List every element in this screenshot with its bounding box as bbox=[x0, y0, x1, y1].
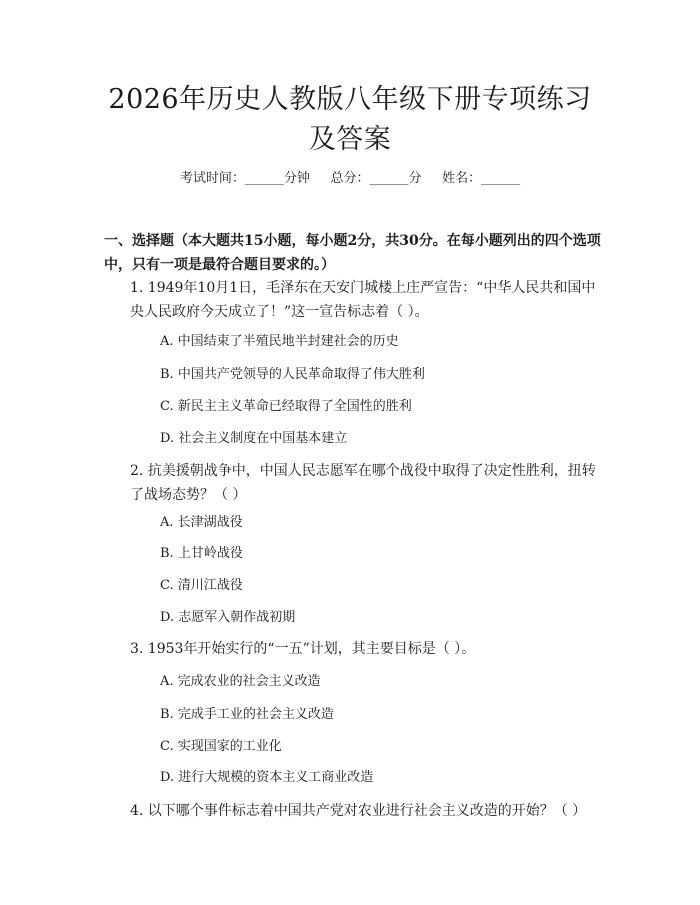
option-c: C. 新民主主义革命已经取得了全国性的胜利 bbox=[160, 399, 412, 414]
question-1 bbox=[104, 276, 598, 324]
option-b: B. 完成手工业的社会主义改造 bbox=[160, 707, 334, 722]
option-c: C. 实现国家的工业化 bbox=[160, 739, 282, 754]
exam-info-line: 考试时间：______分钟 总分：______分 姓名：______ bbox=[179, 171, 521, 186]
option-d: D. 社会主义制度在中国基本建立 bbox=[160, 431, 348, 446]
option-d: D. 志愿军入朝作战初期 bbox=[160, 610, 296, 625]
question-3 bbox=[104, 637, 598, 661]
option-d: D. 进行大规模的资本主义工商业改造 bbox=[160, 770, 374, 785]
question-text: 4. 以下哪个事件标志着中国共产党对农业进行社会主义改造的开始？（ ） bbox=[130, 803, 587, 819]
section-heading: 一、选择题（本大题共15小题，每小题2分，共30分。在每小题列出的四个选项中，只有一项是最符合题目要求的。） bbox=[104, 233, 601, 273]
option-a: A. 中国结束了半殖民地半封建社会的历史 bbox=[160, 334, 399, 349]
option-a: A. 长津湖战役 bbox=[160, 515, 243, 530]
question-text: 2. 抗美援朝战争中，中国人民志愿军在哪个战役中取得了决定性胜利，扭转了战场态势？（ ） bbox=[130, 463, 596, 503]
question-text: 3. 1953年开始实行的“一五”计划，其主要目标是（ ）。 bbox=[130, 641, 476, 657]
question-2 bbox=[104, 459, 598, 507]
option-a: A. 完成农业的社会主义改造 bbox=[160, 674, 321, 689]
page-title: 2026年历史人教版八年级下册专项练习及答案 bbox=[108, 84, 592, 155]
option-b: B. 中国共产党领导的人民革命取得了伟大胜利 bbox=[160, 367, 425, 382]
option-c: C. 清川江战役 bbox=[160, 578, 243, 593]
question-text: 1. 1949年10月1日，毛泽东在天安门城楼上庄严宣告：“中华人民共和国中央人民政府今天成立了！”这一宣告标志着（ ）。 bbox=[130, 280, 596, 320]
option-b: B. 上甘岭战役 bbox=[160, 546, 243, 561]
question-4 bbox=[104, 799, 598, 823]
